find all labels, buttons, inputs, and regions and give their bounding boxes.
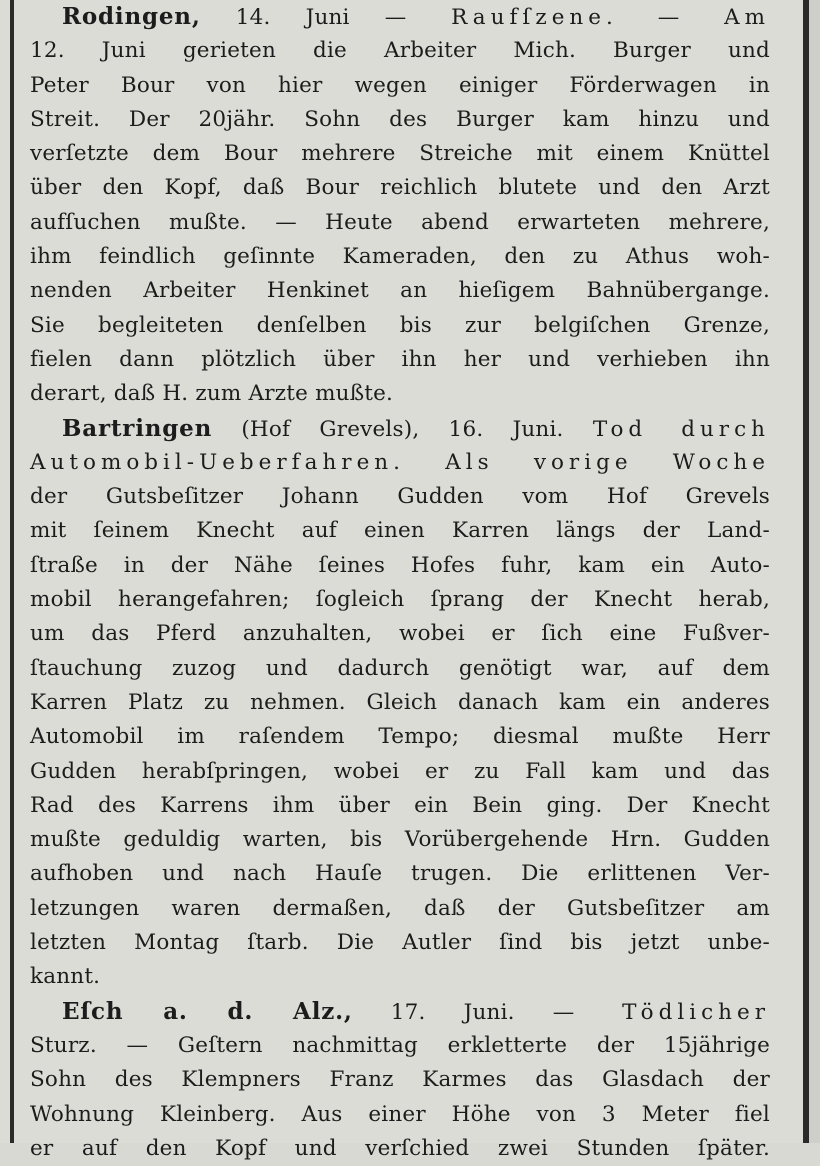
text-column <box>30 0 770 1166</box>
article-line: der Gutsbeſitzer Johann Gudden vom Hof Grevels <box>30 484 770 510</box>
article-line: letzungen waren dermaßen, daß der Gutsbeſitzer am <box>30 895 770 921</box>
article-line: Automobil-Ueberfahren. Als vorige Woche <box>30 449 770 475</box>
article-line: ſtauchung zuzog und dadurch genötigt war, auf dem <box>30 655 770 681</box>
article-line: Wohnung Kleinberg. Aus einer Höhe von 3 Meter fiel <box>30 1101 770 1127</box>
article-line: über den Kopf, daß Bour reichlich blutete und den Arzt <box>30 175 770 201</box>
article-line: kannt. <box>30 964 101 990</box>
article-line: letzten Montag ſtarb. Die Autler ſind bis jetzt unbe- <box>30 930 770 956</box>
article-line: mußte geduldig warten, bis Vorübergehende Hrn. Gudden <box>30 827 770 853</box>
article-line: ihm feindlich geſinnte Kameraden, den zu Athus woh- <box>30 244 770 270</box>
article-line: mobil herangefahren; ſogleich ſprang der Knecht herab, <box>30 587 770 613</box>
article-line: er auf den Kopf und verſchied zwei Stunden ſpäter. <box>30 1135 770 1161</box>
article-line: Sohn des Klempners Franz Karmes das Glasdach der <box>30 1067 770 1093</box>
article-date: 14. Juni <box>235 5 350 30</box>
article-date: 17. Juni. <box>390 999 515 1025</box>
article-line: nenden Arbeiter Henkinet an hieſigem Bahnübergange. <box>30 278 770 304</box>
article-line <box>30 995 770 1029</box>
article-line: Karren Platz zu nehmen. Gleich danach kam ein anderes <box>30 689 770 715</box>
article-line: Peter Bour von hier wegen einiger Förderwagen in <box>30 72 770 98</box>
article-headline: Eſch a. d. Alz., <box>62 997 353 1025</box>
article-line: derart, daß H. zum Arzte mußte. <box>30 381 394 407</box>
page-edge <box>809 0 820 1143</box>
article-line-text: — Raufſzene. — Am <box>384 5 770 30</box>
article-line: fielen dann plötzlich über ihn her und verhieben ihn <box>30 346 770 372</box>
article-line: Sturz. — Geſtern nachmittag erkletterte der 15jährige <box>30 1032 770 1058</box>
article-line: Rad des Karrens ihm über ein Bein ging. Der Knecht <box>30 792 770 818</box>
article-line-text: Tod durch <box>592 416 770 442</box>
article-line <box>30 412 770 446</box>
article-line <box>30 0 770 34</box>
article-line: aufhoben und nach Hauſe trugen. Die erlittenen Ver- <box>30 861 770 887</box>
article-line: um das Pferd anzuhalten, wobei er ſich eine Fußver- <box>30 621 770 647</box>
article-line: Streit. Der 20jähr. Sohn des Burger kam hinzu und <box>30 106 770 132</box>
article-headline: Bartringen <box>62 414 213 442</box>
article-date: (Hof Grevels), 16. Juni. <box>241 416 564 442</box>
article-line: 12. Juni gerieten die Arbeiter Mich. Burger und <box>30 38 770 64</box>
article-headline: Rodingen, <box>62 3 201 30</box>
article-line: Gudden herabſpringen, wobei er zu Fall kam und das <box>30 758 770 784</box>
article-line: Sie begleiteten denſelben bis zur belgiſchen Grenze, <box>30 312 770 338</box>
article-line: aufſuchen mußte. — Heute abend erwarteten mehrere, <box>30 209 770 235</box>
article-line: Automobil im raſendem Tempo; diesmal mußte Herr <box>30 724 770 750</box>
article-line-text: — Tödlicher <box>552 999 770 1025</box>
article-line: ſtraße in der Nähe ſeines Hofes fuhr, kam ein Auto- <box>30 552 770 578</box>
column-rule-left <box>10 0 14 1143</box>
article-line: mit ſeinem Knecht auf einen Karren längs der Land- <box>30 518 770 544</box>
article-line: verſetzte dem Bour mehrere Streiche mit einem Knüttel <box>30 141 770 167</box>
